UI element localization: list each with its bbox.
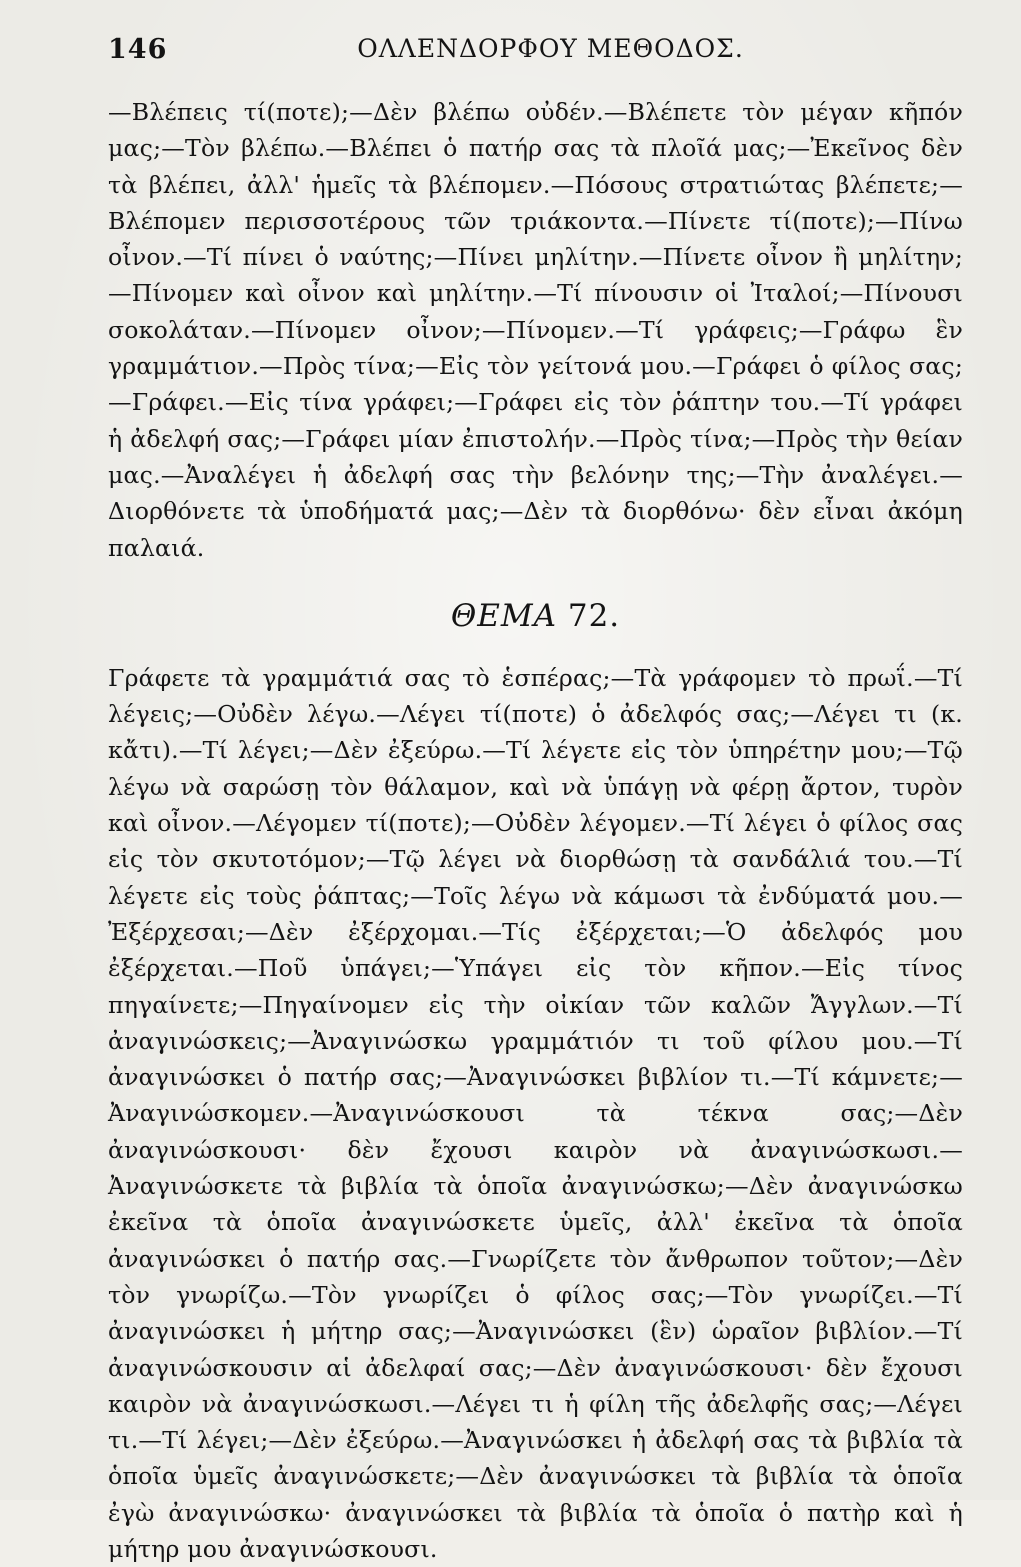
section-number: 72. — [567, 597, 621, 634]
section-label: ΘΕΜΑ — [450, 597, 557, 634]
running-title: ΟΛΛΕΝΔΟΡΦΟΥ ΜΕΘΟΔΟΣ. — [357, 34, 744, 63]
body-text — [108, 94, 963, 1567]
exercise-text-first: —Βλέπεις τί(ποτε);—Δὲν βλέπω οὐδέν.—Βλέπετε τὸν μέγαν κῆπόν μας;—Τὸν βλέπω.—Βλέπει ὁ πατήρ σας τὰ πλοῖά μας;—Ἐκεῖνος δὲν τὰ βλέπει, ἀλλ' ἡμεῖς τὰ βλέπομεν.—Πόσους στρατιώτας βλέπετε;—Βλέπομεν περισσοτέρους τῶν τριάκοντα.—Πίνετε τί(ποτε);—Πίνω οἶνον.—Τί πίνει ὁ ναύτης;—Πίνει μηλίτην.—Πίνετε οἶνον ἢ μηλίτην;—Πίνομεν καὶ οἶνον καὶ μηλίτην.—Τί πίνουσιν οἱ Ἰταλοί;—Πίνουσι σοκολάταν.—Πίνομεν οἶνον;—Πίνομεν.—Τί γράφεις;—Γράφω ἓν γραμμάτιον.—Πρὸς τίνα;—Εἰς τὸν γείτονά μου.—Γράφει ὁ φίλος σας;—Γράφει.—Εἰς τίνα γράφει;—Γράφει εἰς τὸν ῥάπτην του.—Τί γράφει ἡ ἀδελφή σας;—Γράφει μίαν ἐπιστολήν.—Πρὸς τίνα;—Πρὸς τὴν θείαν μας.—Ἀναλέγει ἡ ἀδελφή σας τὴν βελόνην της;—Τὴν ἀναλέγει.—Διορθόνετε τὰ ὑποδήματά μας;—Δὲν τὰ διορθόνω· δὲν εἶναι ἀκόμη παλαιά. — [108, 98, 963, 562]
page-number: 146 — [108, 34, 168, 65]
section-heading — [108, 596, 963, 636]
running-head — [108, 20, 963, 70]
exercise-text-second: Γράφετε τὰ γραμμάτιά σας τὸ ἑσπέρας;—Τὰ γράφομεν τὸ πρωΐ.—Τί λέγεις;—Οὐδὲν λέγω.—Λέγει τί(ποτε) ὁ ἀδελφός σας;—Λέγει τι (κ. κἄτι).—Τί λέγει;—Δὲν ἐξεύρω.—Τί λέγετε εἰς τὸν ὑπηρέτην μου;—Τῷ λέγω νὰ σαρώσῃ τὸν θάλαμον, καὶ νὰ ὑπάγῃ νὰ φέρῃ ἄρτον, τυρὸν καὶ οἶνον.—Λέγομεν τί(ποτε);—Οὐδὲν λέγομεν.—Τί λέγει ὁ φίλος σας εἰς τὸν σκυτοτόμον;—Τῷ λέγει νὰ διορθώσῃ τὰ σανδάλιά του.—Τί λέγετε εἰς τοὺς ῥάπτας;—Τοῖς λέγω νὰ κάμωσι τὰ ἐνδύματά μου.—Ἐξέρχεσαι;—Δὲν ἐξέρχομαι.—Τίς ἐξέρχεται;—Ὁ ἀδελφός μου ἐξέρχεται.—Ποῦ ὑπάγει;—Ὑπάγει εἰς τὸν κῆπον.—Εἰς τίνος πηγαίνετε;—Πηγαίνομεν εἰς τὴν οἰκίαν τῶν καλῶν Ἄγγλων.—Τί ἀναγινώσκεις;—Ἀναγινώσκω γραμμάτιόν τι τοῦ φίλου μου.—Τί ἀναγινώσκει ὁ πατήρ σας;—Ἀναγινώσκει βιβλίον τι.—Τί κάμνετε;—Ἀναγινώσκομεν.—Ἀναγινώσκουσι τὰ τέκνα σας;—Δὲν ἀναγινώσκουσι· δὲν ἔχουσι καιρὸν νὰ ἀναγινώσκωσι.—Ἀναγινώσκετε τὰ βιβλία τὰ ὁποῖα ἀναγινώσκω;—Δὲν ἀναγινώσκω ἐκεῖνα τὰ ὁποῖα ἀναγινώσκετε ὑμεῖς, ἀλλ' ἐκεῖνα τὰ ὁποῖα ἀναγινώσκει ὁ πατήρ σας.—Γνωρίζετε τὸν ἄνθρωπον τοῦτον;—Δὲν τὸν γνωρίζω.—Τὸν γνωρίζει ὁ φίλος σας;—Τὸν γνωρίζει.—Τί ἀναγινώσκει ἡ μήτηρ σας;—Ἀναγινώσκει (ἓν) ὡραῖον βιβλίον.—Τί ἀναγινώσκουσιν αἱ ἀδελφαί σας;—Δὲν ἀναγινώσκουσι· δὲν ἔχουσι καιρὸν νὰ ἀναγινώσκωσι.—Λέγει τι ἡ φίλη τῆς ἀδελφῆς σας;—Λέγει τι.—Τί λέγει;—Δὲν ἐξεύρω.—Ἀναγινώσκει ἡ ἀδελφή σας τὰ βιβλία τὰ ὁποῖα ὑμεῖς ἀναγινώσκετε;—Δὲν ἀναγινώσκει τὰ βιβλία τὰ ὁποῖα ἐγὼ ἀναγινώσκω· ἀναγινώσκει τὰ βιβλία τὰ ὁποῖα ὁ πατὴρ καὶ ἡ μήτηρ μου ἀναγινώσκουσι. — [108, 663, 963, 1563]
